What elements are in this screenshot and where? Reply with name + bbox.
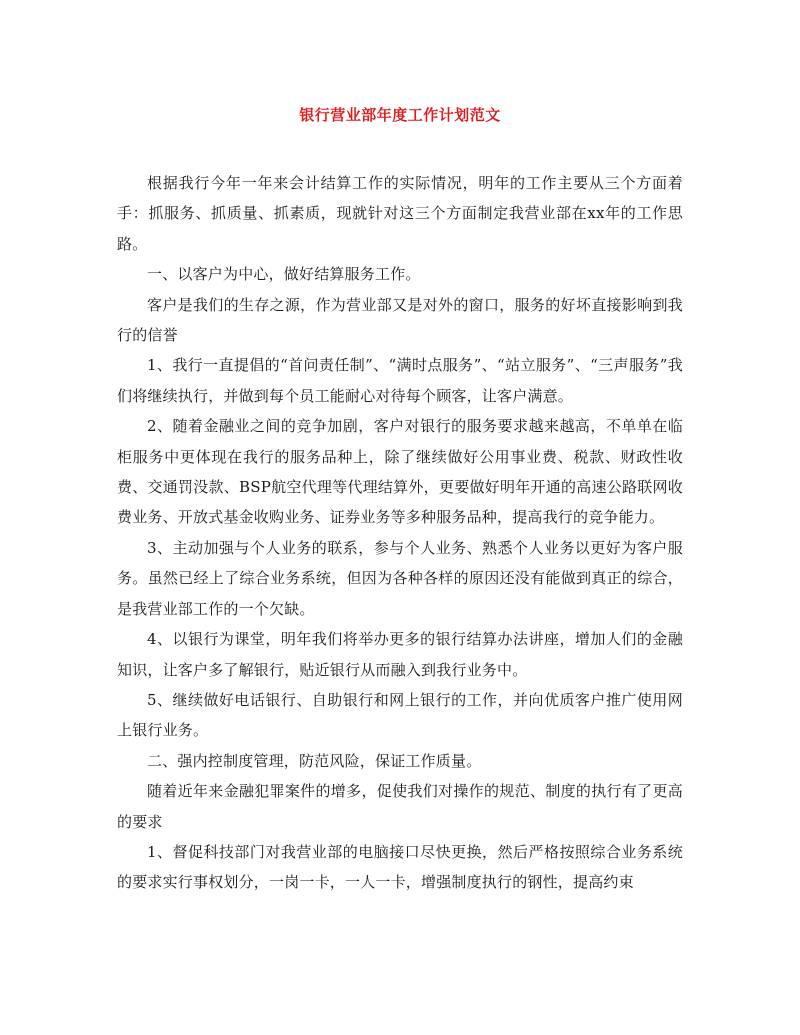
document-title: 银行营业部年度工作计划范文 [299, 106, 501, 124]
paragraph-customer-source: 客户是我们的生存之源，作为营业部又是对外的窗口，服务的好坏直接影响到我行的信誉 [117, 295, 683, 345]
document-body [117, 168, 683, 898]
paragraph-intro: 根据我行今年一年来会计结算工作的实际情况，明年的工作主要从三个方面着手：抓服务、抓质量、抓素质，现就针对这三个方面制定我营业部在xx年的工作思路。 [117, 174, 683, 253]
section-heading-internal-control: 二、强内控制度管理，防范风险，保证工作质量。 [147, 751, 482, 770]
list-item-control-1: 1、督促科技部门对我营业部的电脑接口尽快更换，然后严格按照综合业务系统的要求实行事权划分，一岗一卡，一人一卡，增强制度执行的钢性，提高约束 [117, 842, 683, 892]
list-item-5: 5、继续做好电话银行、自助银行和网上银行的工作，并向优质客户推广使用网上银行业务。 [117, 690, 683, 740]
list-item-1: 1、我行一直提倡的“首问责任制”、“满时点服务”、“站立服务”、“三声服务”我们将继续执行，并做到每个员工能耐心对待每个顾客，让客户满意。 [117, 356, 683, 405]
list-item-3: 3、主动加强与个人业务的联系，参与个人业务、熟悉个人业务以更好为客户服务。虽然已经上了综合业务系统，但因为各种各样的原因还没有能做到真正的综合，是我营业部工作的一个欠缺。 [117, 538, 683, 618]
section-heading-customer-service: 一、以客户为中心，做好结算服务工作。 [147, 265, 421, 284]
list-item-2: 2、随着金融业之间的竞争加剧，客户对银行的服务要求越来越高，不单单在临柜服务中更体现在我行的服务品种上，除了继续做好公用事业费、税款、财政性收费、交通罚没款、BSP航空代理等代理结算外，更要做好明年开通的高速公路联网收费业务、开放式基金收购业务、证券业务等多种服务品种，提高我行的竞争能力。 [117, 417, 683, 527]
list-item-4: 4、以银行为课堂，明年我们将举办更多的银行结算办法讲座，增加人们的金融知识，让客户多了解银行，贴近银行从而融入到我行业务中。 [117, 630, 683, 679]
paragraph-financial-crime: 随着近年来金融犯罪案件的增多，促使我们对操作的规范、制度的执行有了更高的要求 [117, 782, 683, 831]
